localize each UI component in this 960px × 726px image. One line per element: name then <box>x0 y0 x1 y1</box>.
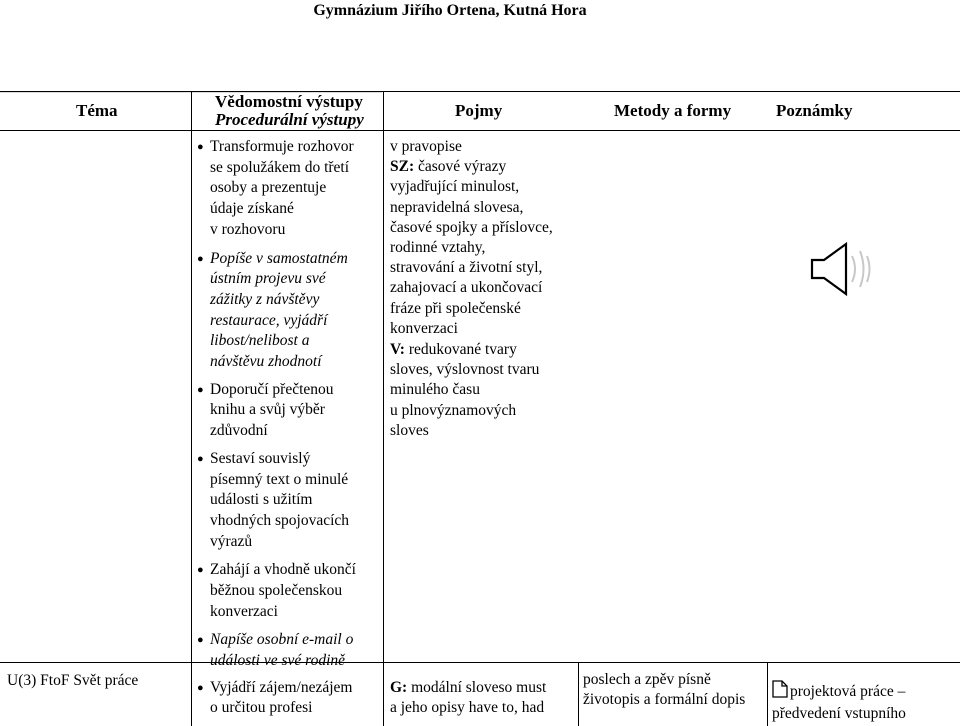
concept-text: modální sloveso must <box>407 679 547 696</box>
column-divider-4 <box>767 662 768 726</box>
outcome-text: Sestaví souvislý <box>210 449 311 467</box>
bullet-icon: ● <box>197 383 204 396</box>
outcome-text: údaje získané <box>210 200 294 218</box>
concept-text: minulého času <box>390 381 480 399</box>
sz-label: SZ: <box>390 158 415 176</box>
concept-text: nepravidelná slovesa, <box>390 198 524 216</box>
column-header-poznamky: Poznámky <box>776 101 853 120</box>
bottom-metody <box>583 670 767 710</box>
table-top-rule <box>0 91 960 92</box>
column-header-vystupy-line1: Vědomostní výstupy <box>215 92 363 111</box>
bottom-outcome <box>197 678 382 718</box>
bottom-metody-line2: životopis a formální dopis <box>583 691 746 708</box>
list-item <box>197 137 382 241</box>
speaker-icon[interactable] <box>808 238 878 298</box>
list-item <box>197 630 382 671</box>
outcome-text: zážitky z návštěvy <box>210 290 320 308</box>
column-header-vystupy <box>215 93 365 129</box>
concept-text: vyjadřující minulost, <box>390 178 520 196</box>
concept-text: sloves <box>390 421 429 439</box>
bottom-concepts-line1 <box>390 678 580 698</box>
list-item <box>197 380 382 442</box>
outcome-text: písemný text o minulé <box>210 470 349 488</box>
outcome-text: se spolužákem do třetí <box>210 158 350 176</box>
concept-text: zahajovací a ukončovací <box>390 279 543 297</box>
concept-text: sloves, výslovnost tvaru <box>390 361 540 379</box>
outcome-text: ústním projevu své <box>210 270 326 288</box>
bottom-tema: U(3) FtoF Svět práce <box>7 672 139 689</box>
outcome-text: v rozhovoru <box>210 220 286 238</box>
concepts-sz-line <box>390 157 590 177</box>
bullet-icon: ● <box>197 634 204 647</box>
outcome-text: zdůvodní <box>210 422 268 440</box>
bottom-outcome-line2: o určitou profesi <box>210 699 313 716</box>
concept-text: fráze při společenské <box>390 299 521 317</box>
concept-text: u plnovýznamových <box>390 401 517 419</box>
bottom-poznamky-line1 <box>772 680 960 704</box>
outcome-text: Napíše osobní e-mail o <box>210 631 354 649</box>
column-divider-2 <box>383 91 384 726</box>
outcome-text: Zahájí a vhodně ukončí <box>210 561 356 579</box>
bullet-icon: ● <box>197 141 204 153</box>
row-divider-rule <box>0 662 960 663</box>
g-label: G: <box>390 679 408 696</box>
concept-text: rodinné vztahy, <box>390 239 486 257</box>
list-item <box>197 560 382 622</box>
bottom-poznamky-line2: předvedení vstupního <box>772 705 906 722</box>
concepts-cell <box>390 137 590 441</box>
outcome-text: restaurace, vyjádří <box>210 311 328 329</box>
outcome-text: konverzaci <box>210 602 278 620</box>
outcome-text: osoby a prezentuje <box>210 179 327 197</box>
bullet-icon: ● <box>197 682 204 694</box>
outcome-text: běžnou společenskou <box>210 582 343 600</box>
bullet-icon: ● <box>197 452 204 465</box>
page-title: Gymnázium Jiřího Ortena, Kutná Hora <box>313 2 587 19</box>
outcome-text: libost/nelibost a <box>210 332 310 350</box>
column-header-metody: Metody a formy <box>614 101 732 120</box>
concept-text: časové spojky a příslovce, <box>390 218 553 236</box>
bullet-icon: ● <box>197 252 204 265</box>
bottom-poznamky <box>772 680 960 724</box>
document-icon <box>772 680 788 704</box>
bottom-metody-line1: poslech a zpěv písně <box>583 671 711 688</box>
concepts-v-line <box>390 340 590 360</box>
bottom-outcome-line1: Vyjádří zájem/nezájem <box>210 679 353 696</box>
list-item <box>197 249 382 373</box>
column-header-pojmy: Pojmy <box>455 101 503 120</box>
outcome-text: knihu a svůj výběr <box>210 401 325 419</box>
outcome-text: Doporučí přečtenou <box>210 380 334 398</box>
concept-text: konverzaci <box>390 319 458 337</box>
poznamky-text: projektová práce – <box>790 683 906 700</box>
outcome-text: Transformuje rozhovor <box>210 138 354 155</box>
concepts-intro: v pravopise <box>390 138 462 155</box>
concept-text: redukované tvary <box>404 341 517 359</box>
column-header-tema: Téma <box>76 101 118 120</box>
v-label: V: <box>390 341 405 359</box>
list-item <box>197 449 382 553</box>
header-bottom-rule <box>0 130 960 131</box>
column-header-vystupy-line2: Procedurální výstupy <box>215 110 364 129</box>
bottom-concepts <box>390 678 580 718</box>
concept-text: stravování a životní styl, <box>390 259 543 277</box>
outcomes-list <box>197 137 382 672</box>
outcome-text: výrazů <box>210 532 253 550</box>
outcome-text: Popíše v samostatném <box>210 249 348 267</box>
outcome-text: vhodných spojovacích <box>210 511 350 529</box>
bottom-concepts-line2: a jeho opisy have to, had <box>390 699 545 716</box>
concept-text: časové výrazy <box>414 158 507 176</box>
bullet-icon: ● <box>197 564 204 577</box>
outcome-text: události ve své rodině <box>210 652 346 670</box>
column-divider-1 <box>191 91 192 726</box>
outcome-text: události s užitím <box>210 491 313 509</box>
outcome-text: návštěvu zhodnotí <box>210 353 322 371</box>
